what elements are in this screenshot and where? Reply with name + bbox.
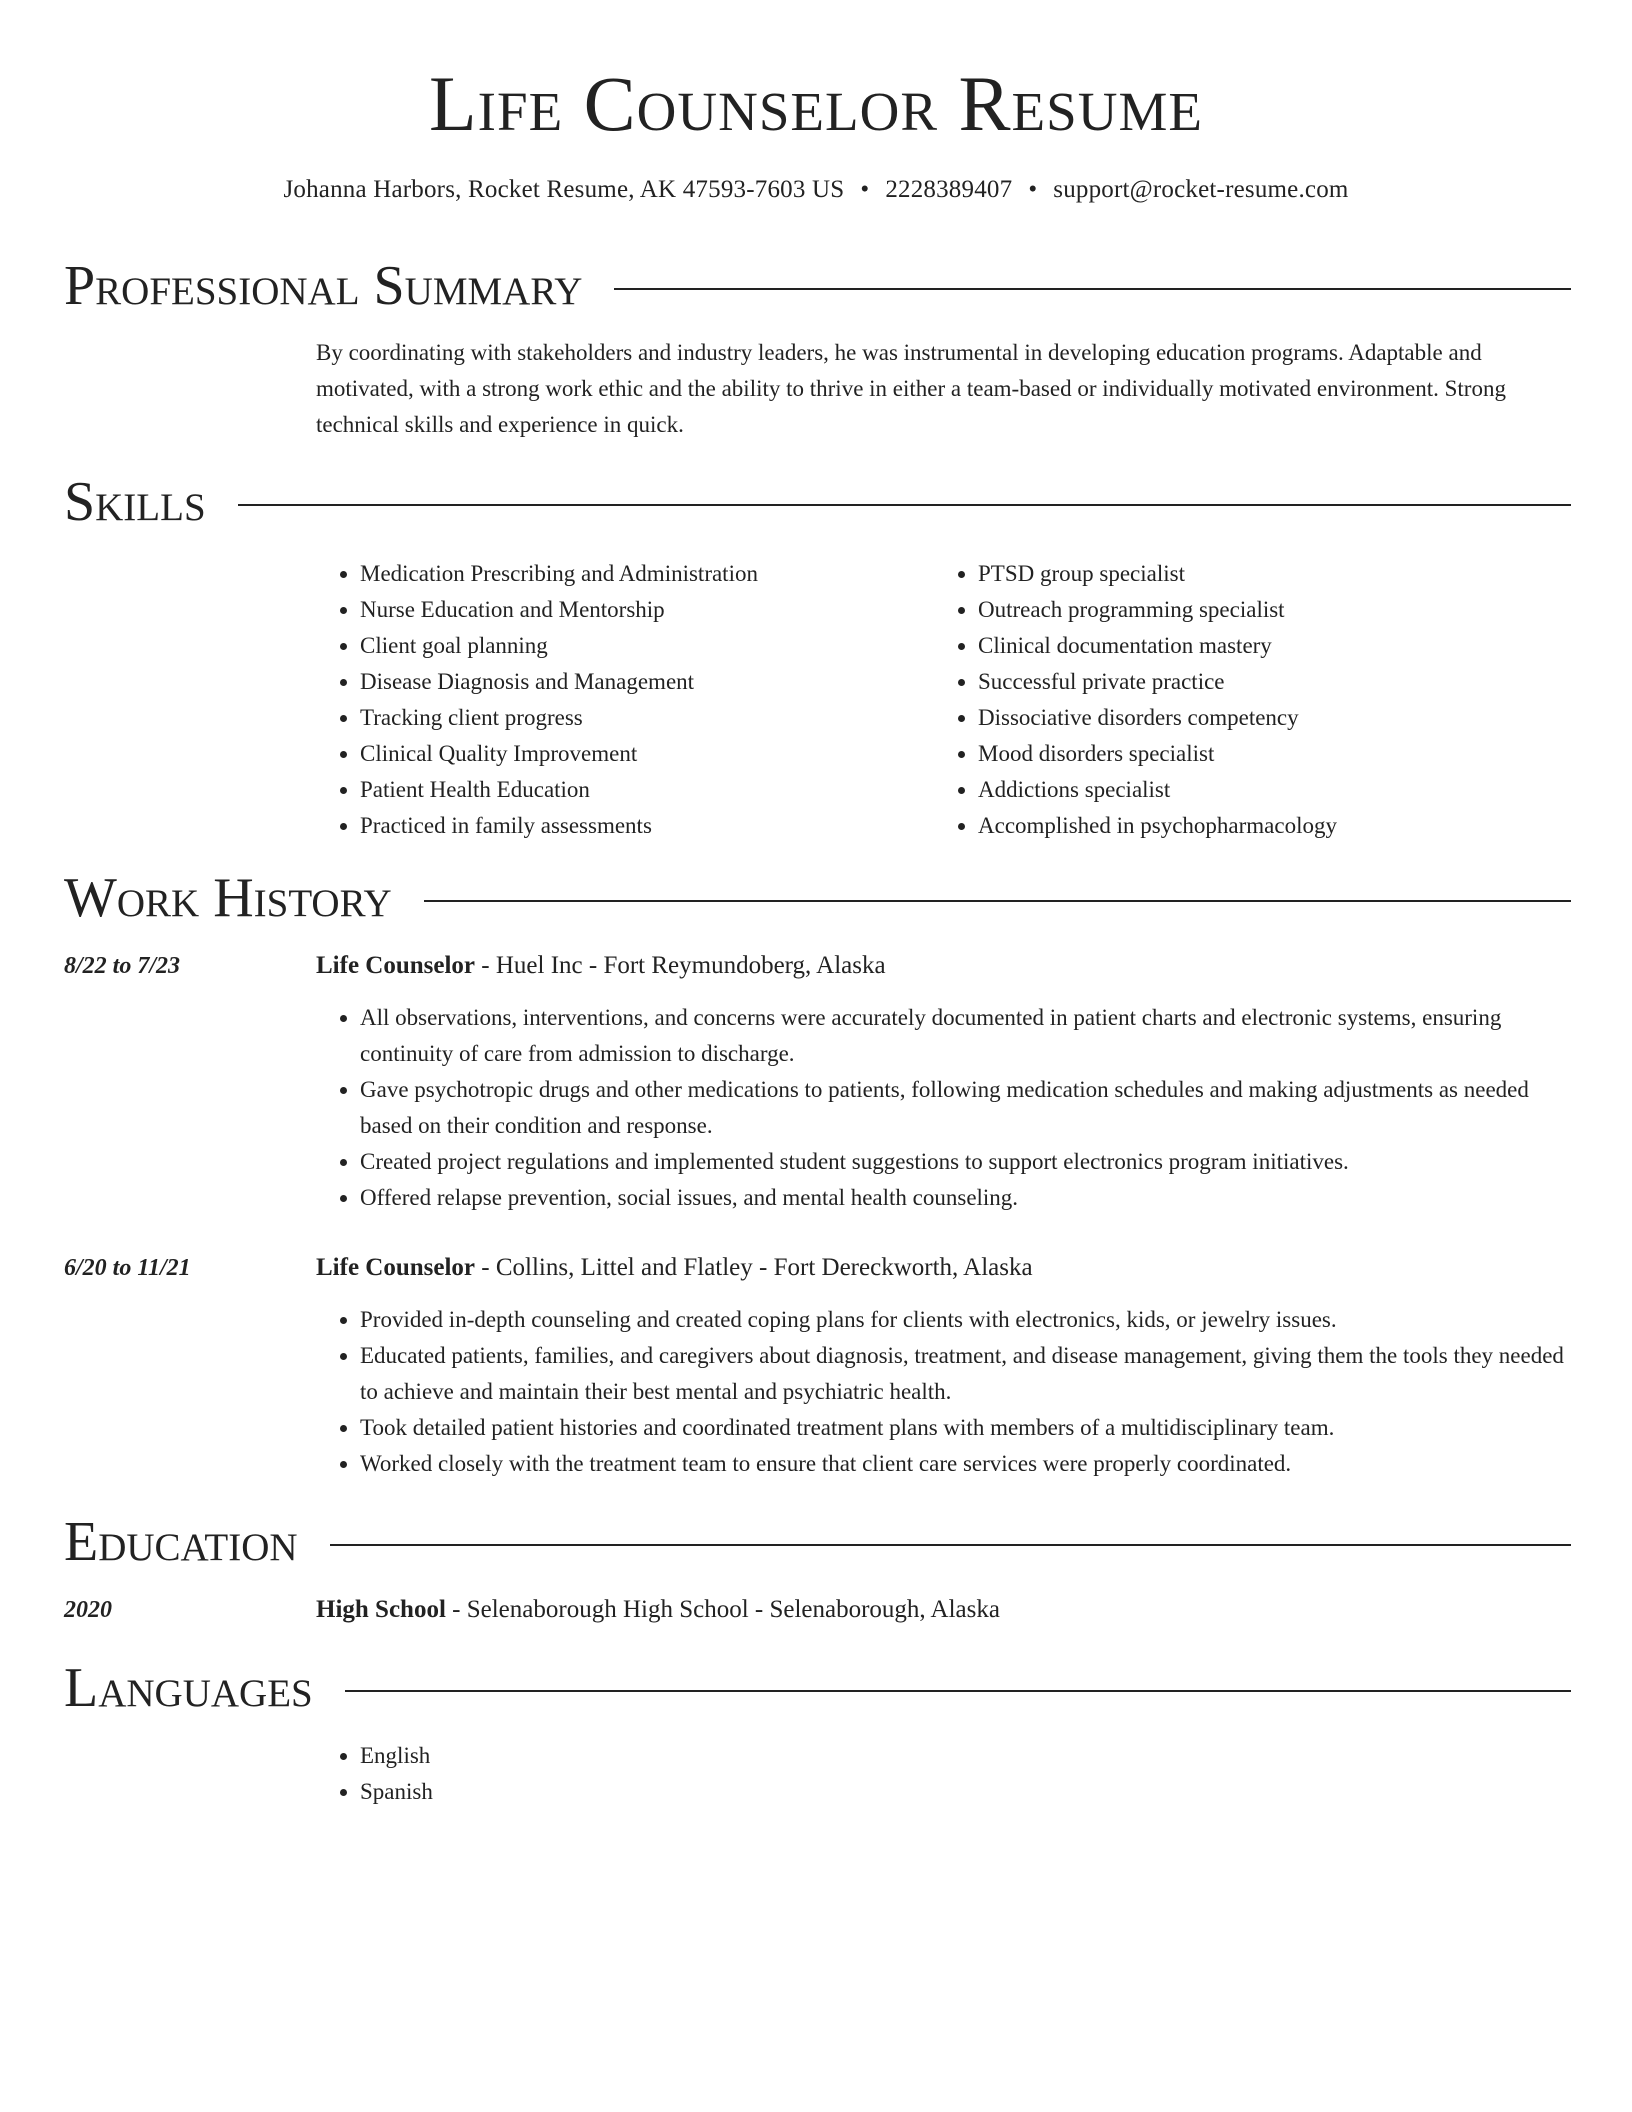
education-entry xyxy=(316,1592,1571,1628)
skill-item: • Tracking client progress xyxy=(360,700,934,736)
section-divider xyxy=(345,1690,1571,1692)
contact-address: Johanna Harbors, Rocket Resume, AK 47593-7603 US xyxy=(283,176,845,203)
languages-list xyxy=(316,1738,1571,1810)
skill-item: • Clinical documentation mastery xyxy=(978,628,1571,664)
languages-heading: Languages xyxy=(64,1657,313,1719)
skill-item: • PTSD group specialist xyxy=(978,556,1571,592)
skill-item: • Accomplished in psychopharmacology xyxy=(978,808,1571,844)
contact-email: support@rocket-resume.com xyxy=(1053,176,1349,203)
separator-dot: • xyxy=(1028,176,1038,203)
summary-heading: Professional Summary xyxy=(64,255,583,317)
job-title: Life Counselor xyxy=(316,1254,476,1281)
job-bullet: • All observations, interventions, and concerns were accurately documented in patient charts and electronic systems, ensuring continuity of care from admission to discharge. xyxy=(360,1000,1571,1072)
section-divider xyxy=(424,900,1571,902)
job-bullet: • Offered relapse prevention, social issues, and mental health counseling. xyxy=(360,1180,1571,1216)
section-divider xyxy=(330,1544,1571,1546)
skills-section-header xyxy=(64,472,1571,532)
skills-heading: Skills xyxy=(64,471,206,533)
summary-text: By coordinating with stakeholders and industry leaders, he was instrumental in developing education programs. Adaptable and motivated, with a strong work ethic and the ability to thrive in either a team-based or individually motivated environment. Strong technical skills and experience in quick. xyxy=(316,340,1506,437)
skill-item: • Client goal planning xyxy=(360,628,934,664)
skill-item: • Patient Health Education xyxy=(360,772,934,808)
education-heading: Education xyxy=(64,1511,298,1573)
job-details: - Collins, Littel and Flatley - Fort Dereckworth, Alaska xyxy=(475,1254,1033,1281)
skill-item: • Dissociative disorders competency xyxy=(978,700,1571,736)
job-bullet: • Created project regulations and implemented student suggestions to support electronics program initiatives. xyxy=(360,1144,1571,1180)
job-dates: 8/22 to 7/23 xyxy=(64,953,181,979)
skill-item: • Medication Prescribing and Administration xyxy=(360,556,934,592)
job-dates: 6/20 to 11/21 xyxy=(64,1255,191,1281)
separator-dot: • xyxy=(860,176,870,203)
language-item: • Spanish xyxy=(360,1774,1571,1810)
skill-item: • Outreach programming specialist xyxy=(978,592,1571,628)
skills-column-2 xyxy=(934,556,1571,844)
languages-section-header xyxy=(64,1658,1571,1718)
skill-item: • Mood disorders specialist xyxy=(978,736,1571,772)
skills-column-1 xyxy=(316,556,934,844)
contact-line xyxy=(0,172,1632,208)
resume-title: Life Counselor Resume xyxy=(429,60,1203,147)
section-divider xyxy=(614,288,1571,290)
skill-item: • Nurse Education and Mentorship xyxy=(360,592,934,628)
job-heading xyxy=(316,1250,1571,1286)
job-bullet: • Worked closely with the treatment team to ensure that client care services were properly coordinated. xyxy=(360,1446,1571,1482)
section-divider xyxy=(238,504,1571,506)
job-bullet: • Provided in-depth counseling and created coping plans for clients with electronics, kids, or jewelry issues. xyxy=(360,1302,1571,1338)
job-title: Life Counselor xyxy=(316,952,476,979)
language-item: • English xyxy=(360,1738,1571,1774)
job-bullet: • Educated patients, families, and caregivers about diagnosis, treatment, and disease management, giving them the tools they needed to achieve and maintain their best mental and psychiatric health. xyxy=(360,1338,1571,1410)
skill-item: • Successful private practice xyxy=(978,664,1571,700)
skill-item: • Clinical Quality Improvement xyxy=(360,736,934,772)
work-heading: Work History xyxy=(64,867,392,929)
skill-item: • Disease Diagnosis and Management xyxy=(360,664,934,700)
job-heading xyxy=(316,948,1571,984)
job-bullet: • Gave psychotropic drugs and other medications to patients, following medication schedules and making adjustments as needed based on their condition and response. xyxy=(360,1072,1571,1144)
education-year: 2020 xyxy=(64,1597,112,1623)
contact-phone: 2228389407 xyxy=(885,176,1013,203)
skill-item: • Practiced in family assessments xyxy=(360,808,934,844)
job-bullets xyxy=(316,1000,1571,1216)
education-section-header xyxy=(64,1512,1571,1572)
summary-section-header xyxy=(64,256,1571,316)
education-details: - Selenaborough High School - Selenaborough, Alaska xyxy=(445,1596,1000,1623)
job-details: - Huel Inc - Fort Reymundoberg, Alaska xyxy=(475,952,886,979)
skills-list xyxy=(316,556,1571,844)
work-section-header xyxy=(64,868,1571,928)
education-degree: High School xyxy=(316,1596,446,1623)
job-bullets xyxy=(316,1302,1571,1482)
skill-item: • Addictions specialist xyxy=(978,772,1571,808)
job-bullet: • Took detailed patient histories and coordinated treatment plans with members of a multidisciplinary team. xyxy=(360,1410,1571,1446)
